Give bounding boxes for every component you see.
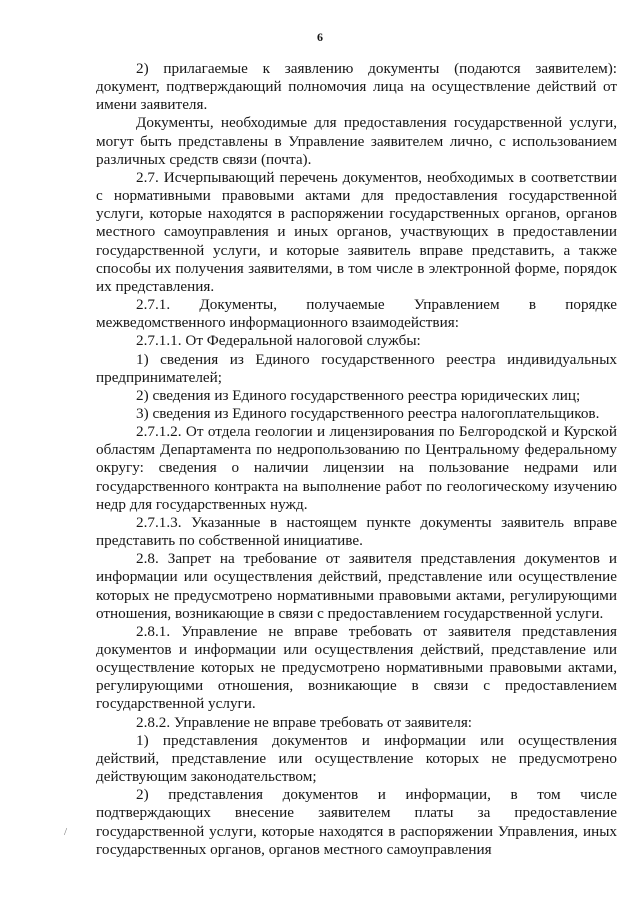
paragraph-section-2-7-1-1: 2.7.1.1. От Федеральной налоговой службы: <box>136 332 421 350</box>
paragraph-attached-documents: 2) прилагаемые к заявлению документы (подаются заявителем): документ, подтверждающий полномочия лица на осуществление действий от имени заявителя. <box>96 60 617 114</box>
document-body <box>96 60 617 859</box>
paragraph-section-2-7: 2.7. Исчерпывающий перечень документов, необходимых в соответствии с нормативными правовыми актами для предоставления государственной услуги, которые находятся в распоряжении государственных органов, органов местного самоуправления и иных органов, участвующих в предоставлении государственной услуги, и которые заявитель вправе представить, а также способы их получения заявителями, в том числе в электронной форме, порядок их представления. <box>96 168 617 295</box>
paragraph-submission-methods: Документы, необходимые для предоставления государственной услуги, могут быть представлены в Управление заявителем лично, с использованием различных средств связи (почта). <box>96 114 617 168</box>
list-item-legal-entities-register: 2) сведения из Единого государственного реестра юридических лиц; <box>136 386 581 404</box>
list-item-taxpayers-register: 3) сведения из Единого государственного реестра налогоплательщиков. <box>136 404 600 422</box>
paragraph-section-2-8: 2.8. Запрет на требование от заявителя представления документов и информации или осуществления действий, представление или осуществление которых не предусмотрено нормативными правовыми актами, регулирующими отношения, возникающие в связи с предоставлением государственной услуги. <box>96 550 617 622</box>
paragraph-section-2-7-1-3: 2.7.1.3. Указанные в настоящем пункте документы заявитель вправе представить по собственной инициативе. <box>96 513 617 550</box>
list-item-requirement-2: 2) представления документов и информации, в том числе подтверждающих внесение заявителем платы за предоставление государственной услуги, которые находятся в распоряжении Управления, иных государственных органов, органов местного самоуправления <box>96 786 617 858</box>
page-number: 6 <box>317 30 323 44</box>
margin-scan-mark: / <box>64 826 68 838</box>
list-item-entrepreneurs-register: 1) сведения из Единого государственного реестра индивидуальных предпринимателей; <box>96 350 617 386</box>
paragraph-section-2-8-2: 2.8.2. Управление не вправе требовать от заявителя: <box>136 713 473 731</box>
list-item-requirement-1: 1) представления документов и информации или осуществления действий, представление или осуществление которых не предусмотрено действующим законодательством; <box>96 731 617 786</box>
paragraph-section-2-7-1: 2.7.1. Документы, получаемые Управлением в порядке межведомственного информационного взаимодействия: <box>96 296 617 332</box>
paragraph-section-2-8-1: 2.8.1. Управление не вправе требовать от заявителя представления документов и информации или осуществления действий, представление или осуществление которых не предусмотрено нормативными правовыми актами, регулирующими отношения, возникающие в связи с предоставлением государственной услуги. <box>96 622 617 713</box>
paragraph-section-2-7-1-2: 2.7.1.2. От отдела геологии и лицензирования по Белгородской и Курской областям Департамента по недропользованию по Центральному федеральному округу: сведения о наличии лицензии на пользование недрами или государственного контракта на выполнение работ по геологическому изучению недр для государственных нужд. <box>96 423 617 513</box>
